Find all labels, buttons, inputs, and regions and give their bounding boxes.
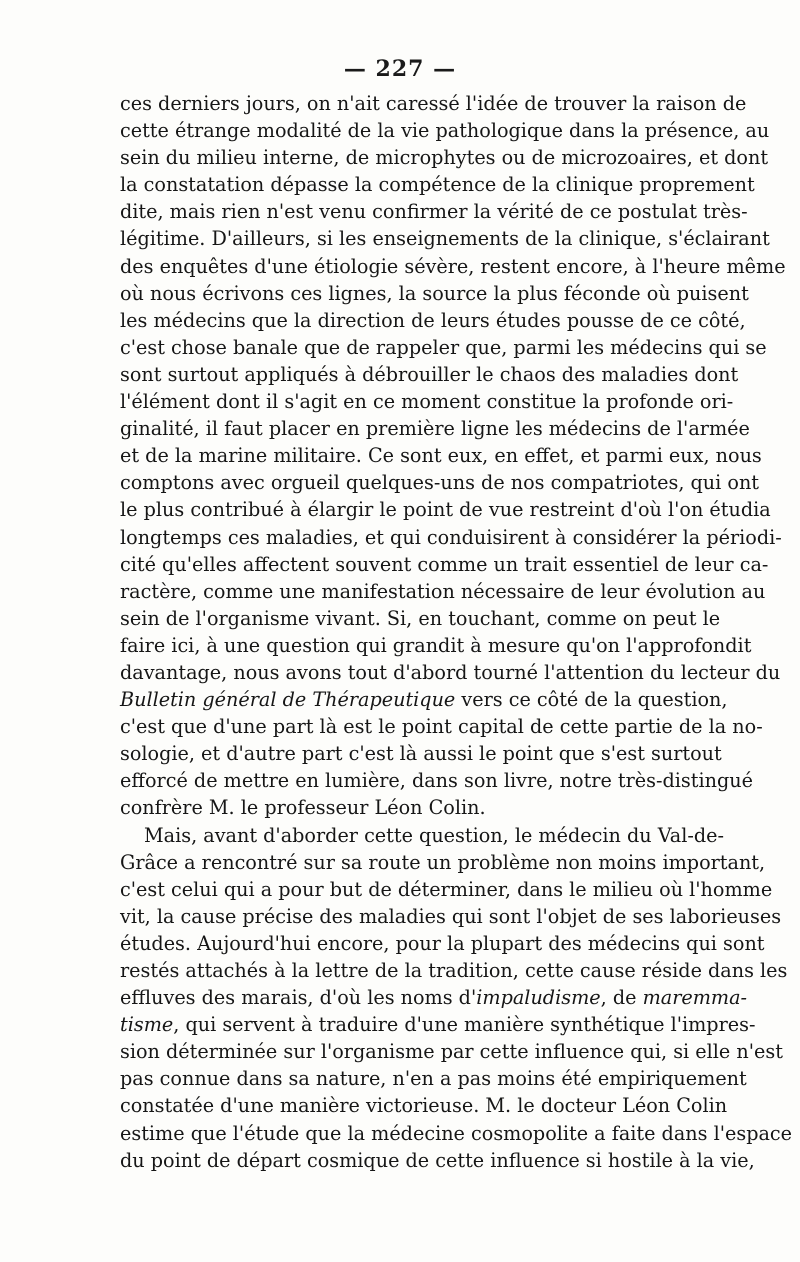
text-line: ginalité, il faut placer en première ligne les médecins de l'armée xyxy=(120,417,750,441)
text-line-paragraph-start: Mais, avant d'aborder cette question, le médecin du Val-de- xyxy=(144,823,724,847)
page-number: — 227 — xyxy=(343,56,457,82)
text-line: des enquêtes d'une étiologie sévère, restent encore, à l'heure même xyxy=(120,254,786,278)
text-line: comptons avec orgueil quelques-uns de nos compatriotes, qui ont xyxy=(120,471,760,495)
body-text xyxy=(120,90,793,1174)
text-line: dite, mais rien n'est venu confirmer la vérité de ce postulat très- xyxy=(120,200,748,224)
text-line: constatée d'une manière victorieuse. M. le docteur Léon Colin xyxy=(120,1094,728,1118)
text-line: c'est celui qui a pour but de déterminer, dans le milieu où l'homme xyxy=(120,877,773,901)
text-line-paragraph-end: confrère M. le professeur Léon Colin. xyxy=(120,796,486,820)
text-line: vit, la cause précise des maladies qui sont l'objet de ses laborieuses xyxy=(120,904,782,928)
text-line: sion déterminée sur l'organisme par cette influence qui, si elle n'est xyxy=(120,1040,783,1064)
text-line: où nous écrivons ces lignes, la source la plus féconde où puisent xyxy=(120,281,749,305)
text-line: et de la marine militaire. Ce sont eux, en effet, et parmi eux, nous xyxy=(120,444,762,468)
text-line: tisme, qui servent à traduire d'une manière synthétique l'impres- xyxy=(120,1013,756,1037)
text-line: sologie, et d'autre part c'est là aussi le point que s'est surtout xyxy=(120,742,722,766)
text-line: davantage, nous avons tout d'abord tourné l'attention du lecteur du xyxy=(120,660,781,684)
text-line: efforcé de mettre en lumière, dans son livre, notre très-distingué xyxy=(120,769,753,793)
text-line: effluves des marais, d'où les noms d'impaludisme, de maremma- xyxy=(120,986,748,1010)
text-line: sein du milieu interne, de microphytes ou de microzoaires, et dont xyxy=(120,146,769,170)
text-line: le plus contribué à élargir le point de vue restreint d'où l'on étudia xyxy=(120,498,771,522)
text-line: études. Aujourd'hui encore, pour la plupart des médecins qui sont xyxy=(120,931,765,955)
text-line: la constatation dépasse la compétence de la clinique proprement xyxy=(120,173,755,197)
text-line: cité qu'elles affectent souvent comme un trait essentiel de leur ca- xyxy=(120,552,769,576)
text-line: longtemps ces maladies, et qui conduisirent à considérer la périodi- xyxy=(120,525,782,549)
text-line: pas connue dans sa nature, n'en a pas moins été empiriquement xyxy=(120,1067,747,1091)
text-line: légitime. D'ailleurs, si les enseignements de la clinique, s'éclairant xyxy=(120,227,770,251)
text-line: sont surtout appliqués à débrouiller le chaos des maladies dont xyxy=(120,362,739,386)
text-line: ces derniers jours, on n'ait caressé l'idée de trouver la raison de xyxy=(120,92,747,115)
text-line: ractère, comme une manifestation nécessaire de leur évolution au xyxy=(120,579,766,603)
text-line: du point de départ cosmique de cette influence si hostile à la vie, xyxy=(120,1148,755,1172)
text-line: l'élément dont il s'agit en ce moment constitue la profonde ori- xyxy=(120,390,734,414)
text-line: estime que l'étude que la médecine cosmopolite a faite dans l'espace xyxy=(120,1121,793,1145)
text-line-italic-title: Bulletin général de Thérapeutique vers ce côté de la question, xyxy=(120,688,728,712)
text-line: cette étrange modalité de la vie pathologique dans la présence, au xyxy=(120,119,770,143)
text-line: faire ici, à une question qui grandit à mesure qu'on l'approfondit xyxy=(120,633,752,657)
text-line: sein de l'organisme vivant. Si, en touchant, comme on peut le xyxy=(120,606,721,630)
text-line: Grâce a rencontré sur sa route un problème non moins important, xyxy=(120,850,766,874)
text-line: c'est que d'une part là est le point capital de cette partie de la no- xyxy=(120,715,763,739)
text-line: c'est chose banale que de rappeler que, parmi les médecins qui se xyxy=(120,335,767,359)
text-line: les médecins que la direction de leurs études pousse de ce côté, xyxy=(120,308,746,332)
text-line: restés attachés à la lettre de la tradition, cette cause réside dans les xyxy=(120,959,788,982)
